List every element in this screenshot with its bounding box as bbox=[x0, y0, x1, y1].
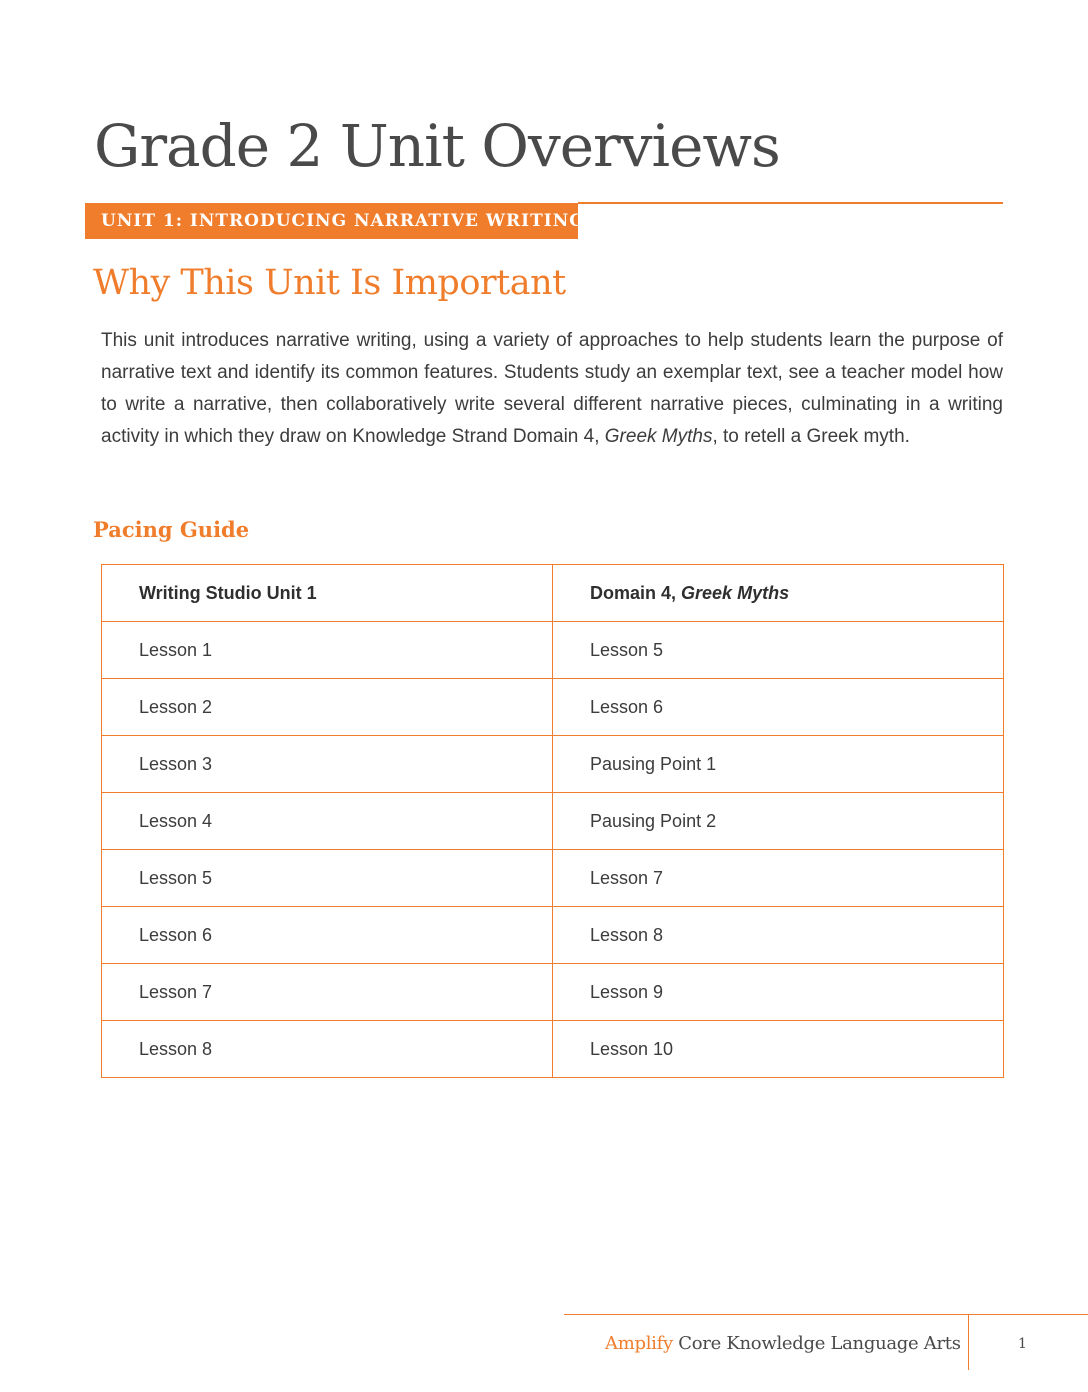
table-cell-left: Lesson 5 bbox=[102, 850, 553, 907]
table-cell-right: Lesson 10 bbox=[553, 1021, 1004, 1078]
intro-text: This unit introduces narrative writing, using a variety of approaches to help students learn the purpose of narrative text and identify its common features. Students study an exemplar text, see a teacher model how to write a narrative, then collaboratively write several different narrative pieces, culminating in a writing activity in which they draw on Knowledge Strand Domain 4, bbox=[101, 330, 1003, 447]
footer-brand bbox=[605, 1333, 961, 1354]
footer-divider bbox=[968, 1315, 969, 1370]
table-row bbox=[102, 793, 1004, 850]
header-writing-studio: Writing Studio Unit 1 bbox=[102, 565, 553, 622]
table-cell-left: Lesson 1 bbox=[102, 622, 553, 679]
intro-italic-title: Greek Myths bbox=[604, 426, 713, 447]
table-cell-right: Lesson 6 bbox=[553, 679, 1004, 736]
page-title: Grade 2 Unit Overviews bbox=[94, 112, 780, 180]
unit-banner: UNIT 1: INTRODUCING NARRATIVE WRITING bbox=[85, 203, 578, 239]
table-row bbox=[102, 679, 1004, 736]
table-cell-right: Pausing Point 2 bbox=[553, 793, 1004, 850]
table-cell-left: Lesson 7 bbox=[102, 964, 553, 1021]
table-row bbox=[102, 736, 1004, 793]
pacing-guide-table bbox=[101, 564, 1004, 1078]
intro-paragraph bbox=[101, 325, 1003, 453]
table-cell-left: Lesson 3 bbox=[102, 736, 553, 793]
footer-rule bbox=[564, 1314, 1088, 1315]
table-row bbox=[102, 850, 1004, 907]
table-row bbox=[102, 1021, 1004, 1078]
table-cell-right: Lesson 9 bbox=[553, 964, 1004, 1021]
table-cell-right: Lesson 7 bbox=[553, 850, 1004, 907]
brand-logo-text: Amplify bbox=[605, 1333, 673, 1354]
page-number: 1 bbox=[1018, 1336, 1027, 1352]
table-cell-right: Lesson 5 bbox=[553, 622, 1004, 679]
table-row bbox=[102, 622, 1004, 679]
header-domain-title: Greek Myths bbox=[681, 582, 790, 603]
table-row bbox=[102, 907, 1004, 964]
table-cell-left: Lesson 8 bbox=[102, 1021, 553, 1078]
table-cell-right: Lesson 8 bbox=[553, 907, 1004, 964]
section-heading: Why This Unit Is Important bbox=[93, 263, 566, 303]
intro-text-end: , to retell a Greek myth. bbox=[712, 426, 910, 447]
table-cell-left: Lesson 2 bbox=[102, 679, 553, 736]
table-header-row bbox=[102, 565, 1004, 622]
header-domain-prefix: Domain 4, bbox=[590, 582, 682, 603]
table-row bbox=[102, 964, 1004, 1021]
unit-header-rule bbox=[578, 202, 1003, 204]
pacing-guide-heading: Pacing Guide bbox=[93, 517, 250, 542]
table-cell-left: Lesson 6 bbox=[102, 907, 553, 964]
product-name: Core Knowledge Language Arts bbox=[672, 1333, 961, 1354]
header-domain bbox=[553, 565, 1004, 622]
table-cell-left: Lesson 4 bbox=[102, 793, 553, 850]
table-cell-right: Pausing Point 1 bbox=[553, 736, 1004, 793]
